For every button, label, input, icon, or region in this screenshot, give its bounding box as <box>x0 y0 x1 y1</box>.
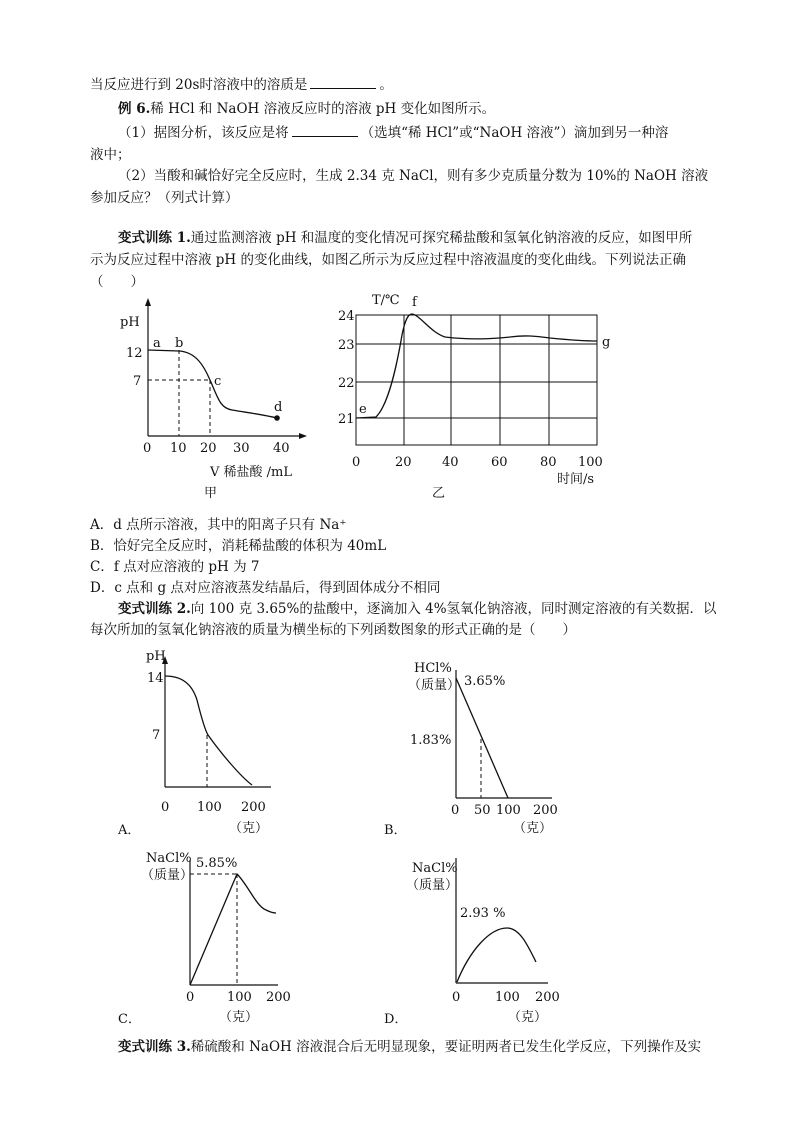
a-option-letter: A． <box>118 823 141 838</box>
c-y-label: NaCl% <box>146 851 192 866</box>
c-y-label-2: （质量） <box>141 868 194 883</box>
yi-x-tick-60: 60 <box>491 455 508 470</box>
jia-y-tick-12: 12 <box>126 346 143 361</box>
yi-x-tick-20: 20 <box>395 455 412 470</box>
c-annotation: 5.85% <box>196 856 238 871</box>
line-1-end: 。 <box>379 77 393 93</box>
a-x-tick-0: 0 <box>161 800 170 815</box>
jia-x-tick-40: 40 <box>273 441 290 456</box>
example-6-q1-cont: 液中； <box>90 147 131 163</box>
jia-x-arrow <box>299 433 307 439</box>
b-y-label-2: （质量） <box>408 678 461 693</box>
chart-a <box>117 649 271 838</box>
c-x-tick-0: 0 <box>186 990 195 1005</box>
line-1-text: 当反应进行到 20s时溶液中的溶质是 <box>90 77 308 93</box>
yi-x-label: 时间/s <box>557 472 595 487</box>
yi-y-label: T/℃ <box>372 293 400 308</box>
b-line <box>456 678 508 798</box>
d-x-tick-200: 200 <box>535 990 560 1005</box>
jia-y-tick-7: 7 <box>133 374 142 389</box>
jia-x-tick-0: 0 <box>143 441 152 456</box>
c-x-label: （克） <box>219 1010 259 1025</box>
b-x-tick-0: 0 <box>451 803 460 818</box>
jia-x-label: V 稀盐酸 /mL <box>210 465 292 480</box>
yi-label-e: e <box>359 402 367 417</box>
jia-title: 甲 <box>204 486 218 501</box>
yi-y-tick-24: 24 <box>338 309 355 324</box>
b-x-tick-200: 200 <box>533 803 558 818</box>
yi-x-tick-40: 40 <box>442 455 459 470</box>
a-y-label: pH <box>146 649 166 664</box>
c-curve <box>190 874 276 985</box>
training-3-label: 变式训练 3. <box>118 1039 191 1055</box>
d-x-tick-100: 100 <box>495 990 520 1005</box>
example-6-q2: （2）当酸和碱恰好完全反应时，生成 2.34 克 NaCl，则有多少克质量分数为 10%的 NaOH 溶液 <box>118 168 709 184</box>
d-x-label: （克） <box>508 1010 548 1025</box>
yi-y-tick-23: 23 <box>338 338 355 353</box>
a-x-tick-100: 100 <box>197 800 222 815</box>
training-1-paren: （ ） <box>90 274 144 290</box>
jia-label-d: d <box>274 400 283 415</box>
option-c: C．f 点对应溶液的 pH 为 7 <box>90 559 260 575</box>
chart-c <box>118 851 291 1027</box>
yi-title: 乙 <box>432 486 446 501</box>
example-6-text: 稀 HCl 和 NaOH 溶液反应时的溶液 pH 变化如图所示。 <box>150 101 496 117</box>
jia-curve <box>148 350 277 418</box>
d-x-tick-0: 0 <box>452 990 461 1005</box>
chart-d <box>384 858 560 1027</box>
option-a: A．d 点所示溶液，其中的阳离子只有 Na⁺ <box>90 517 347 533</box>
q1-part-a: （1）据图分析，该反应是将 <box>118 125 289 141</box>
training-1-text: 通过监测溶液 pH 和温度的变化情况可探究稀盐酸和氢氧化钠溶液的反应，如图甲所 <box>190 230 693 246</box>
yi-x-tick-80: 80 <box>540 455 557 470</box>
b-x-label: （克） <box>513 821 553 836</box>
training-2-text: 向 100 克 3.65%的盐酸中，逐滴加入 4%氢氧化钠溶液，同时测定溶液的有关数据．以 <box>190 601 717 617</box>
chart-jia <box>120 298 307 501</box>
c-option-letter: C． <box>118 1012 141 1027</box>
q1-part-b: （选填“稀 HCl”或“NaOH 溶液”）滴加到另一种溶 <box>360 125 669 141</box>
training-2-line2: 每次所加的氢氧化钠溶液的质量为横坐标的下列函数图象的形式正确的是（ ） <box>90 622 576 638</box>
c-x-tick-100: 100 <box>227 990 252 1005</box>
jia-point-d <box>274 415 280 421</box>
a-x-tick-200: 200 <box>241 800 266 815</box>
chart-yi <box>338 293 610 501</box>
a-y-tick-14: 14 <box>147 671 164 686</box>
training-1-line2: 示为反应过程中溶液 pH 的变化曲线，如图乙所示为反应过程中溶液温度的变化曲线。下列说法正确 <box>90 252 686 268</box>
a-x-label: （克） <box>229 821 269 836</box>
yi-y-tick-21: 21 <box>338 412 355 427</box>
b-x-tick-100: 100 <box>496 803 521 818</box>
training-1-label: 变式训练 1. <box>118 230 191 246</box>
yi-x-tick-0: 0 <box>352 455 361 470</box>
training-3-text: 稀硫酸和 NaOH 溶液混合后无明显现象，要证明两者已发生化学反应，下列操作及实 <box>190 1039 702 1055</box>
b-y-tick-183: 1.83% <box>410 733 452 748</box>
training-2-label: 变式训练 2. <box>118 601 191 617</box>
yi-y-tick-22: 22 <box>338 376 355 391</box>
jia-x-tick-30: 30 <box>233 441 250 456</box>
jia-x-tick-20: 20 <box>200 441 217 456</box>
b-x-tick-50: 50 <box>474 803 491 818</box>
d-annotation: 2.93 % <box>460 906 506 921</box>
yi-x-tick-100: 100 <box>578 455 603 470</box>
jia-label-c: c <box>214 374 222 389</box>
jia-label-b: b <box>175 336 184 351</box>
d-y-label-2: （质量） <box>406 878 459 893</box>
yi-label-f: f <box>412 295 417 310</box>
jia-label-a: a <box>153 336 161 351</box>
a-curve <box>165 676 252 785</box>
b-annotation: 3.65% <box>464 674 506 689</box>
jia-y-label: pH <box>120 315 140 330</box>
chart-b <box>384 661 558 838</box>
jia-x-tick-10: 10 <box>170 441 187 456</box>
jia-y-arrow <box>145 298 151 306</box>
example-6-q2-cont: 参加反应？（列式计算） <box>90 190 239 206</box>
option-b: B．恰好完全反应时，消耗稀盐酸的体积为 40mL <box>90 538 387 554</box>
b-option-letter: B． <box>384 823 407 838</box>
example-6-label: 例 6. <box>118 101 151 117</box>
d-curve <box>457 928 536 982</box>
yi-curve <box>356 314 597 418</box>
yi-label-g: g <box>602 335 611 350</box>
d-option-letter: D． <box>384 1012 408 1027</box>
a-y-tick-7: 7 <box>152 728 161 743</box>
d-y-label: NaCl% <box>412 861 458 876</box>
option-d: D．c 点和 g 点对应溶液蒸发结晶后，得到固体成分不相同 <box>90 580 441 596</box>
c-x-tick-200: 200 <box>266 990 291 1005</box>
b-y-label: HCl% <box>414 661 452 676</box>
